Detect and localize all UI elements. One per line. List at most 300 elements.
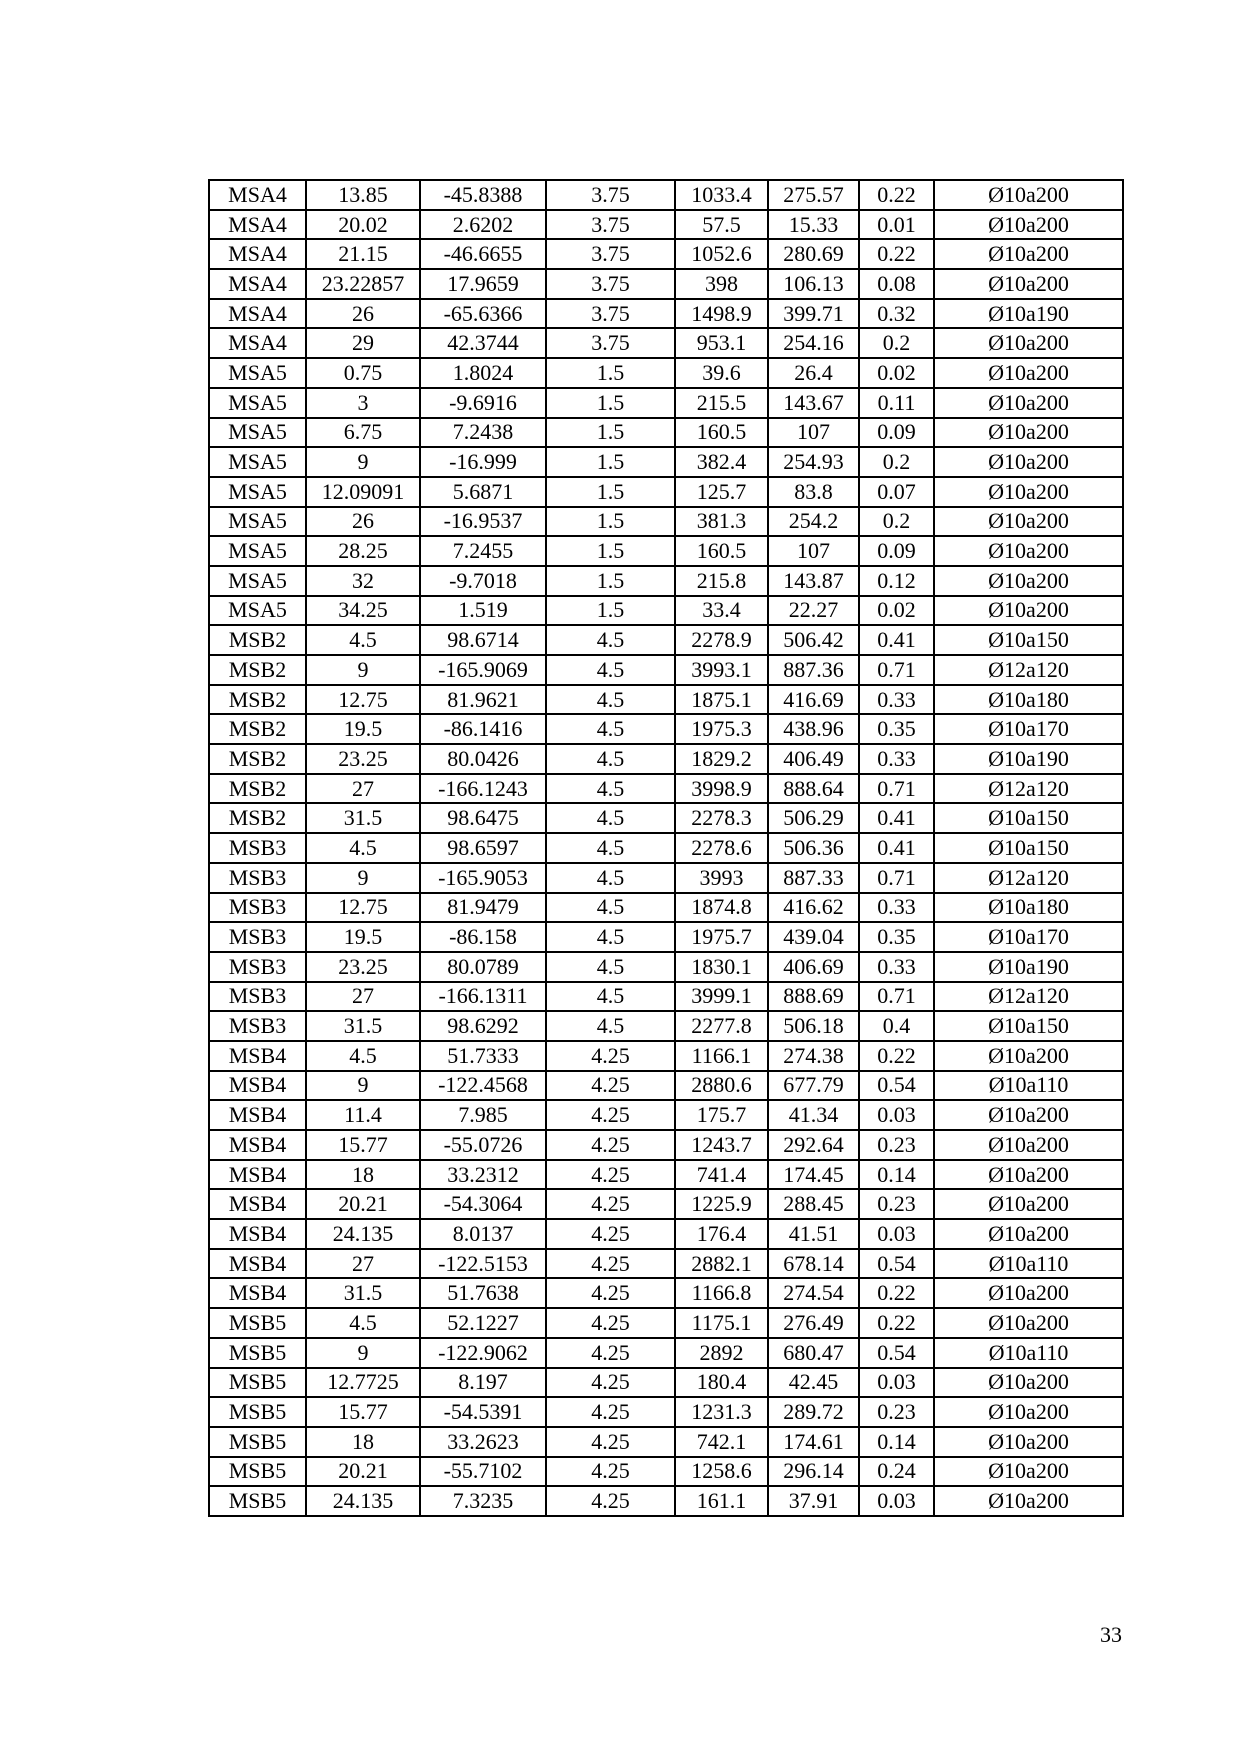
table-cell: 0.2 [859, 447, 934, 477]
table-cell: 0.22 [859, 1308, 934, 1338]
table-cell: 143.67 [768, 388, 859, 418]
table-cell: 39.6 [675, 358, 768, 388]
table-cell: MSB4 [209, 1160, 306, 1190]
table-cell: Ø10a200 [934, 566, 1123, 596]
table-cell: 0.71 [859, 774, 934, 804]
table-cell: 0.03 [859, 1486, 934, 1516]
table-cell: 276.49 [768, 1308, 859, 1338]
table-cell: 20.02 [306, 210, 420, 240]
table-cell: 274.54 [768, 1278, 859, 1308]
table-cell: MSA5 [209, 447, 306, 477]
table-cell: 0.41 [859, 625, 934, 655]
table-row [209, 1308, 1123, 1338]
table-cell: 0.23 [859, 1189, 934, 1219]
table-cell: 160.5 [675, 536, 768, 566]
table-cell: 3.75 [546, 180, 675, 210]
table-cell: Ø10a200 [934, 388, 1123, 418]
table-cell: 0.54 [859, 1249, 934, 1279]
table-cell: 3.75 [546, 239, 675, 269]
table-row [209, 180, 1123, 210]
table-cell: 4.5 [546, 982, 675, 1012]
table-cell: 2882.1 [675, 1249, 768, 1279]
table-row [209, 1338, 1123, 1368]
table-cell: 8.0137 [420, 1219, 546, 1249]
table-cell: 2892 [675, 1338, 768, 1368]
table-cell: 4.25 [546, 1368, 675, 1398]
table-cell: -65.6366 [420, 299, 546, 329]
table-cell: MSA4 [209, 328, 306, 358]
table-cell: 0.75 [306, 358, 420, 388]
table-row [209, 477, 1123, 507]
table-row [209, 596, 1123, 626]
table-cell: -86.1416 [420, 714, 546, 744]
table-cell: 1033.4 [675, 180, 768, 210]
table-cell: MSB2 [209, 744, 306, 774]
table-cell: 215.5 [675, 388, 768, 418]
data-table [208, 179, 1124, 1517]
table-cell: Ø10a200 [934, 269, 1123, 299]
table-cell: MSB2 [209, 625, 306, 655]
table-cell: Ø10a200 [934, 536, 1123, 566]
table-cell: Ø10a150 [934, 833, 1123, 863]
table-cell: MSB5 [209, 1486, 306, 1516]
table-row [209, 328, 1123, 358]
table-cell: 27 [306, 774, 420, 804]
table-cell: 741.4 [675, 1160, 768, 1190]
table-cell: 23.25 [306, 744, 420, 774]
table-cell: MSA5 [209, 477, 306, 507]
table-cell: 1225.9 [675, 1189, 768, 1219]
table-cell: Ø12a120 [934, 655, 1123, 685]
table-cell: 254.2 [768, 507, 859, 537]
table-cell: 4.25 [546, 1486, 675, 1516]
table-cell: 678.14 [768, 1249, 859, 1279]
table-cell: 1.5 [546, 477, 675, 507]
table-cell: Ø10a150 [934, 625, 1123, 655]
table-cell: -9.6916 [420, 388, 546, 418]
table-cell: Ø10a200 [934, 1100, 1123, 1130]
table-cell: Ø10a170 [934, 922, 1123, 952]
table-cell: 0.02 [859, 358, 934, 388]
table-cell: 292.64 [768, 1130, 859, 1160]
table-cell: 15.33 [768, 210, 859, 240]
table-cell: 4.5 [546, 655, 675, 685]
table-cell: 0.2 [859, 328, 934, 358]
table-cell: 0.33 [859, 893, 934, 923]
table-row [209, 1100, 1123, 1130]
table-cell: 7.3235 [420, 1486, 546, 1516]
table-cell: 4.25 [546, 1308, 675, 1338]
table-row [209, 1427, 1123, 1457]
table-row [209, 685, 1123, 715]
table-cell: -122.5153 [420, 1249, 546, 1279]
table-cell: Ø10a200 [934, 1189, 1123, 1219]
table-cell: 1.5 [546, 447, 675, 477]
table-cell: -165.9053 [420, 863, 546, 893]
table-row [209, 833, 1123, 863]
table-cell: Ø10a200 [934, 180, 1123, 210]
table-cell: 0.22 [859, 1041, 934, 1071]
table-cell: 51.7638 [420, 1278, 546, 1308]
table-row [209, 1249, 1123, 1279]
table-cell: 0.32 [859, 299, 934, 329]
table-cell: 9 [306, 655, 420, 685]
table-cell: 0.03 [859, 1368, 934, 1398]
table-row [209, 893, 1123, 923]
table-cell: Ø10a200 [934, 1219, 1123, 1249]
table-cell: MSB4 [209, 1219, 306, 1249]
table-cell: 143.87 [768, 566, 859, 596]
table-cell: MSB5 [209, 1368, 306, 1398]
table-cell: 23.25 [306, 952, 420, 982]
table-cell: 887.33 [768, 863, 859, 893]
table-cell: 1874.8 [675, 893, 768, 923]
table-cell: 4.25 [546, 1130, 675, 1160]
table-cell: Ø10a110 [934, 1249, 1123, 1279]
table-cell: Ø10a200 [934, 239, 1123, 269]
table-cell: 0.2 [859, 507, 934, 537]
table-cell: 81.9621 [420, 685, 546, 715]
table-row [209, 1160, 1123, 1190]
table-cell: 15.77 [306, 1130, 420, 1160]
table-cell: 506.36 [768, 833, 859, 863]
table-cell: 0.24 [859, 1457, 934, 1487]
table-cell: 506.29 [768, 803, 859, 833]
table-cell: 3993 [675, 863, 768, 893]
table-row [209, 566, 1123, 596]
table-cell: 506.18 [768, 1011, 859, 1041]
table-row [209, 1397, 1123, 1427]
table-cell: 0.71 [859, 863, 934, 893]
table-cell: Ø10a200 [934, 1368, 1123, 1398]
table-row [209, 952, 1123, 982]
table-cell: Ø10a190 [934, 299, 1123, 329]
table-cell: 9 [306, 863, 420, 893]
table-cell: 1.5 [546, 507, 675, 537]
table-cell: 0.54 [859, 1071, 934, 1101]
table-cell: MSB4 [209, 1100, 306, 1130]
table-cell: -45.8388 [420, 180, 546, 210]
table-cell: 20.21 [306, 1189, 420, 1219]
table-cell: 4.25 [546, 1071, 675, 1101]
table-cell: 0.23 [859, 1130, 934, 1160]
table-cell: 4.25 [546, 1249, 675, 1279]
table-cell: MSB4 [209, 1071, 306, 1101]
table-cell: 0.35 [859, 714, 934, 744]
table-cell: 41.51 [768, 1219, 859, 1249]
table-cell: 2278.3 [675, 803, 768, 833]
table-cell: 0.71 [859, 655, 934, 685]
table-cell: 742.1 [675, 1427, 768, 1457]
table-cell: -54.5391 [420, 1397, 546, 1427]
table-cell: 2277.8 [675, 1011, 768, 1041]
table-cell: 4.5 [546, 863, 675, 893]
table-cell: 12.75 [306, 893, 420, 923]
table-cell: 4.5 [306, 625, 420, 655]
table-cell: MSB5 [209, 1308, 306, 1338]
table-cell: 20.21 [306, 1457, 420, 1487]
table-cell: 12.09091 [306, 477, 420, 507]
table-cell: 107 [768, 418, 859, 448]
table-cell: 280.69 [768, 239, 859, 269]
table-cell: MSB5 [209, 1457, 306, 1487]
table-cell: 406.49 [768, 744, 859, 774]
table-cell: 98.6475 [420, 803, 546, 833]
table-cell: 1.5 [546, 418, 675, 448]
table-cell: -16.9537 [420, 507, 546, 537]
table-cell: 98.6597 [420, 833, 546, 863]
table-cell: 0.41 [859, 833, 934, 863]
table-cell: 1166.8 [675, 1278, 768, 1308]
table-cell: Ø10a200 [934, 1397, 1123, 1427]
table-row [209, 655, 1123, 685]
table-cell: 4.5 [306, 1308, 420, 1338]
table-row [209, 418, 1123, 448]
table-cell: 4.25 [546, 1160, 675, 1190]
table-cell: MSB3 [209, 982, 306, 1012]
table-row [209, 1189, 1123, 1219]
table-row [209, 1041, 1123, 1071]
table-row [209, 269, 1123, 299]
table-cell: MSA5 [209, 388, 306, 418]
table-cell: 2278.9 [675, 625, 768, 655]
table-cell: 0.22 [859, 239, 934, 269]
table-cell: -46.6655 [420, 239, 546, 269]
table-cell: 1258.6 [675, 1457, 768, 1487]
table-cell: 1052.6 [675, 239, 768, 269]
table-cell: -9.7018 [420, 566, 546, 596]
table-cell: 1875.1 [675, 685, 768, 715]
table-cell: 6.75 [306, 418, 420, 448]
table-cell: 381.3 [675, 507, 768, 537]
table-cell: 7.2438 [420, 418, 546, 448]
table-row [209, 358, 1123, 388]
table-cell: 19.5 [306, 922, 420, 952]
table-cell: MSB5 [209, 1338, 306, 1368]
table-cell: Ø10a200 [934, 358, 1123, 388]
table-cell: 953.1 [675, 328, 768, 358]
table-cell: 416.69 [768, 685, 859, 715]
table-cell: 9 [306, 447, 420, 477]
table-row [209, 1219, 1123, 1249]
table-cell: MSB3 [209, 863, 306, 893]
table-row [209, 1486, 1123, 1516]
table-cell: 677.79 [768, 1071, 859, 1101]
table-cell: 4.5 [546, 744, 675, 774]
table-cell: 0.03 [859, 1100, 934, 1130]
table-cell: 4.5 [546, 625, 675, 655]
table-cell: 12.75 [306, 685, 420, 715]
table-cell: 1.8024 [420, 358, 546, 388]
table-cell: 382.4 [675, 447, 768, 477]
table-cell: 4.5 [546, 685, 675, 715]
table-cell: 19.5 [306, 714, 420, 744]
table-cell: 31.5 [306, 1011, 420, 1041]
table-cell: 4.25 [546, 1100, 675, 1130]
table-cell: 4.5 [546, 714, 675, 744]
table-cell: 31.5 [306, 1278, 420, 1308]
table-cell: 24.135 [306, 1486, 420, 1516]
table-cell: 4.5 [546, 893, 675, 923]
table-cell: 888.69 [768, 982, 859, 1012]
table-cell: 296.14 [768, 1457, 859, 1487]
table-cell: 37.91 [768, 1486, 859, 1516]
table-cell: MSB3 [209, 833, 306, 863]
table-row [209, 536, 1123, 566]
table-cell: Ø10a170 [934, 714, 1123, 744]
table-cell: MSA5 [209, 596, 306, 626]
table-cell: 32 [306, 566, 420, 596]
table-cell: 51.7333 [420, 1041, 546, 1071]
table-cell: 406.69 [768, 952, 859, 982]
table-cell: 1243.7 [675, 1130, 768, 1160]
table-cell: 26 [306, 507, 420, 537]
table-cell: MSA4 [209, 180, 306, 210]
table-cell: 8.197 [420, 1368, 546, 1398]
table-row [209, 299, 1123, 329]
table-cell: 399.71 [768, 299, 859, 329]
table-cell: 0.33 [859, 744, 934, 774]
table-cell: 81.9479 [420, 893, 546, 923]
table-cell: Ø10a200 [934, 1457, 1123, 1487]
table-cell: 0.22 [859, 180, 934, 210]
table-cell: 125.7 [675, 477, 768, 507]
table-cell: 2880.6 [675, 1071, 768, 1101]
table-cell: 0.11 [859, 388, 934, 418]
table-body [209, 180, 1123, 1516]
table-cell: 174.45 [768, 1160, 859, 1190]
table-cell: Ø10a200 [934, 1160, 1123, 1190]
table-cell: Ø10a200 [934, 507, 1123, 537]
table-cell: MSA4 [209, 269, 306, 299]
table-cell: 506.42 [768, 625, 859, 655]
table-cell: 29 [306, 328, 420, 358]
table-cell: MSB4 [209, 1041, 306, 1071]
table-cell: Ø10a200 [934, 596, 1123, 626]
table-cell: 27 [306, 982, 420, 1012]
table-cell: Ø10a110 [934, 1071, 1123, 1101]
table-cell: 24.135 [306, 1219, 420, 1249]
table-cell: 160.5 [675, 418, 768, 448]
table-cell: 4.25 [546, 1457, 675, 1487]
table-cell: 4.25 [546, 1427, 675, 1457]
table-cell: -166.1243 [420, 774, 546, 804]
table-cell: 1231.3 [675, 1397, 768, 1427]
table-cell: 13.85 [306, 180, 420, 210]
table-cell: 4.25 [546, 1189, 675, 1219]
table-cell: 1175.1 [675, 1308, 768, 1338]
table-cell: MSB4 [209, 1249, 306, 1279]
table-cell: MSB2 [209, 714, 306, 744]
table-cell: MSB5 [209, 1427, 306, 1457]
table-row [209, 1011, 1123, 1041]
table-cell: 175.7 [675, 1100, 768, 1130]
table-cell: 4.25 [546, 1219, 675, 1249]
table-row [209, 714, 1123, 744]
table-cell: 4.5 [306, 1041, 420, 1071]
table-cell: -166.1311 [420, 982, 546, 1012]
table-cell: 98.6714 [420, 625, 546, 655]
table-row [209, 239, 1123, 269]
table-cell: -165.9069 [420, 655, 546, 685]
table-cell: 1975.7 [675, 922, 768, 952]
table-cell: MSB3 [209, 893, 306, 923]
table-row [209, 210, 1123, 240]
table-cell: 289.72 [768, 1397, 859, 1427]
table-cell: 416.62 [768, 893, 859, 923]
table-cell: 3 [306, 388, 420, 418]
table-cell: MSB2 [209, 685, 306, 715]
table-cell: MSB2 [209, 803, 306, 833]
table-cell: 1.5 [546, 566, 675, 596]
table-cell: 107 [768, 536, 859, 566]
table-cell: 888.64 [768, 774, 859, 804]
table-cell: 4.5 [546, 803, 675, 833]
table-cell: 438.96 [768, 714, 859, 744]
table-row [209, 1457, 1123, 1487]
table-cell: MSA5 [209, 566, 306, 596]
table-cell: 0.33 [859, 952, 934, 982]
table-cell: 0.54 [859, 1338, 934, 1368]
table-cell: 28.25 [306, 536, 420, 566]
table-cell: 3.75 [546, 328, 675, 358]
table-cell: 0.71 [859, 982, 934, 1012]
table-cell: 31.5 [306, 803, 420, 833]
table-cell: Ø10a150 [934, 1011, 1123, 1041]
table-cell: 21.15 [306, 239, 420, 269]
table-cell: 7.985 [420, 1100, 546, 1130]
table-row [209, 447, 1123, 477]
table-cell: 0.41 [859, 803, 934, 833]
table-cell: 288.45 [768, 1189, 859, 1219]
table-cell: MSA5 [209, 507, 306, 537]
table-cell: Ø10a190 [934, 744, 1123, 774]
table-cell: Ø12a120 [934, 982, 1123, 1012]
table-cell: 2.6202 [420, 210, 546, 240]
table-cell: 1830.1 [675, 952, 768, 982]
table-cell: 83.8 [768, 477, 859, 507]
table-cell: MSA4 [209, 239, 306, 269]
table-cell: MSB2 [209, 655, 306, 685]
table-cell: 4.5 [546, 774, 675, 804]
table-row [209, 507, 1123, 537]
table-cell: 0.23 [859, 1397, 934, 1427]
table-cell: 0.33 [859, 685, 934, 715]
table-cell: 0.09 [859, 418, 934, 448]
table-cell: 1.5 [546, 536, 675, 566]
table-cell: Ø10a150 [934, 803, 1123, 833]
table-cell: -54.3064 [420, 1189, 546, 1219]
table-cell: 1.5 [546, 358, 675, 388]
table-cell: 0.09 [859, 536, 934, 566]
table-cell: 680.47 [768, 1338, 859, 1368]
table-cell: 26 [306, 299, 420, 329]
table-cell: 4.25 [546, 1041, 675, 1071]
table-cell: Ø10a200 [934, 1486, 1123, 1516]
table-cell: 26.4 [768, 358, 859, 388]
table-cell: 15.77 [306, 1397, 420, 1427]
table-row [209, 922, 1123, 952]
table-cell: 0.14 [859, 1427, 934, 1457]
table-row [209, 744, 1123, 774]
table-cell: 9 [306, 1338, 420, 1368]
table-cell: 12.7725 [306, 1368, 420, 1398]
table-cell: Ø10a110 [934, 1338, 1123, 1368]
table-cell: Ø10a200 [934, 1041, 1123, 1071]
table-cell: 1.519 [420, 596, 546, 626]
table-cell: 34.25 [306, 596, 420, 626]
table-cell: MSB2 [209, 774, 306, 804]
